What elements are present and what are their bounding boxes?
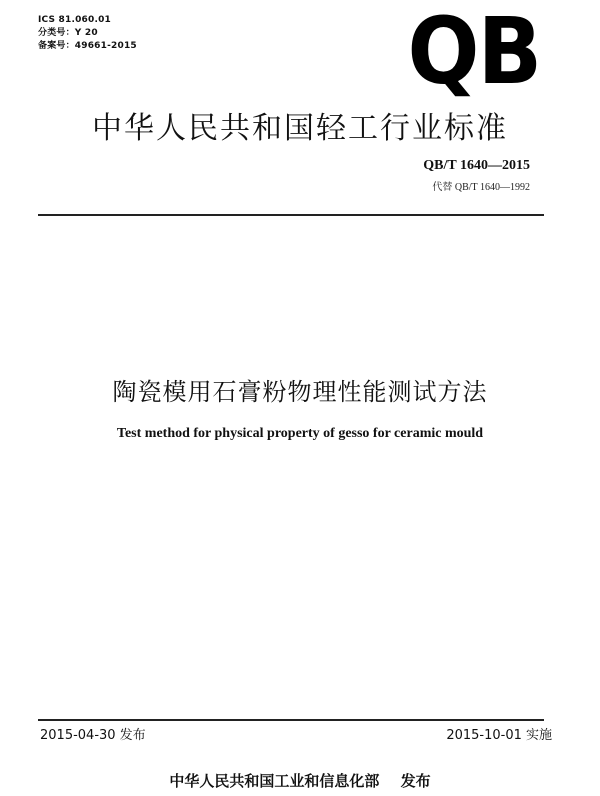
standard-code: QB/T 1640—2015: [423, 158, 530, 173]
filing-number: 备案号：49661-2015: [38, 41, 137, 51]
implementation-date: 2015-10-01 实施: [446, 728, 552, 743]
qb-logo: QB: [407, 0, 540, 105]
ics-code: ICS 81.060.01: [38, 15, 112, 25]
category-code: 分类号：Y 20: [38, 28, 98, 38]
standard-type-title: 中华人民共和国轻工行业标准: [92, 111, 508, 146]
issuer-action: 发布: [400, 772, 431, 790]
replaces-standard: 代替 QB/T 1640—1992: [432, 182, 530, 193]
publish-date: 2015-04-30 发布: [40, 728, 146, 743]
document-title-english: Test method for physical property of gesso for ceramic mould: [116, 426, 484, 441]
document-metadata: [38, 14, 137, 53]
header-divider: [38, 214, 544, 216]
document-title-chinese: 陶瓷模用石膏粉物理性能测试方法: [112, 378, 488, 406]
footer-divider: [38, 719, 544, 721]
issuer-name: 中华人民共和国工业和信息化部: [169, 772, 380, 790]
issuing-authority: [0, 770, 600, 791]
